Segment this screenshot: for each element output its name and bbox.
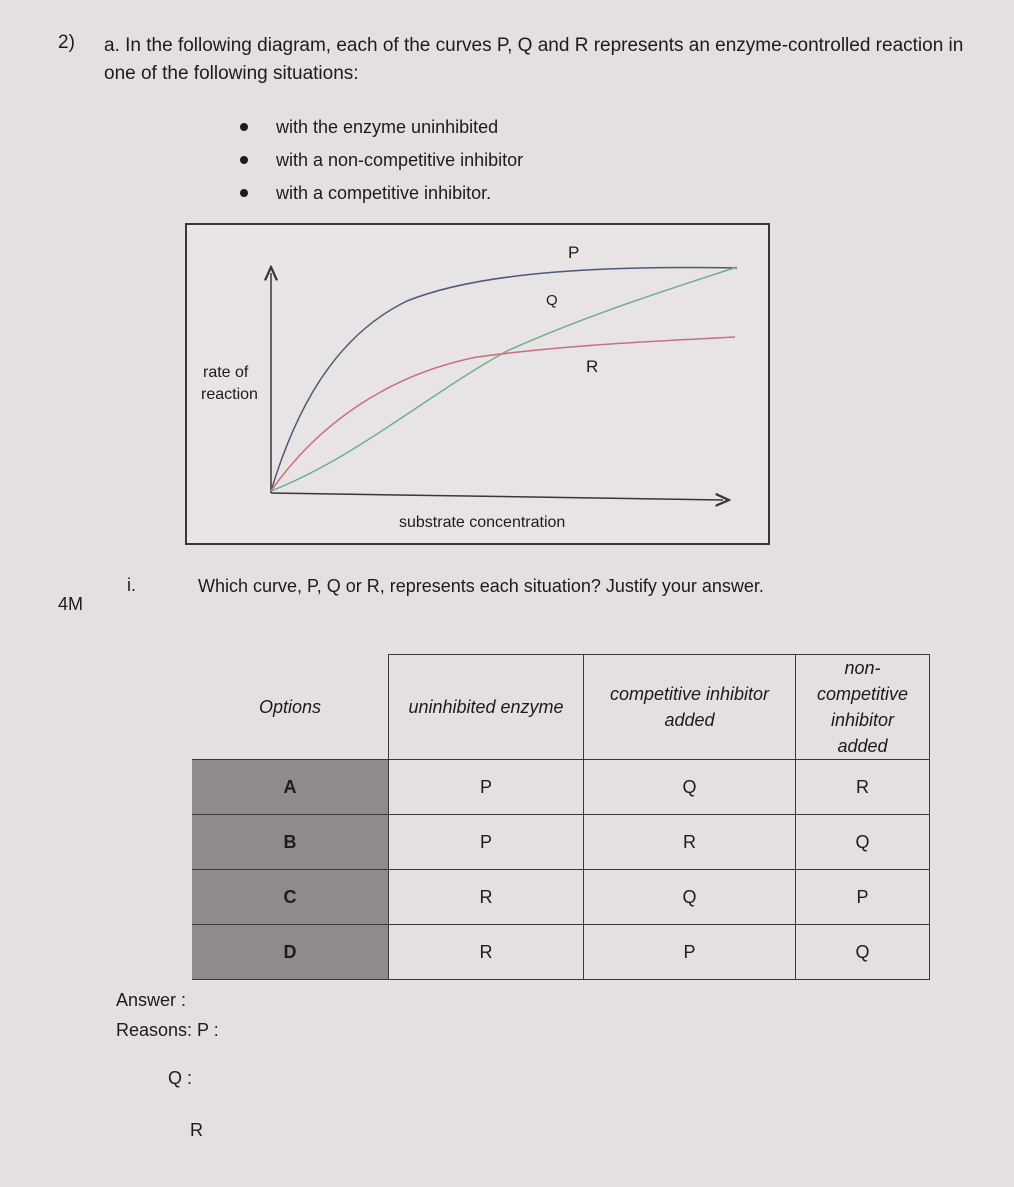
subquestion-number: i. xyxy=(127,575,136,595)
table-row[interactable] xyxy=(192,760,930,815)
header-noncompetitive: non-competitive inhibitor added xyxy=(796,655,930,760)
option-letter[interactable]: C xyxy=(192,870,389,925)
table-cell: Q xyxy=(796,925,930,980)
marks-label: 4M xyxy=(58,594,84,614)
y-axis-label: rate of xyxy=(203,364,249,381)
graph-canvas xyxy=(187,225,772,547)
table-cell: R xyxy=(389,870,584,925)
curve-p xyxy=(271,268,737,491)
table-cell: R xyxy=(389,925,584,980)
question-number: 2) xyxy=(58,32,75,53)
option-letter[interactable]: B xyxy=(192,815,389,870)
reason-q-label: Q : xyxy=(168,1068,193,1088)
table-cell: Q xyxy=(584,870,796,925)
situation-item: with a non-competitive inhibitor xyxy=(240,145,523,178)
y-axis-label-2: reaction xyxy=(201,386,258,403)
table-cell: Q xyxy=(796,815,930,870)
table-row[interactable] xyxy=(192,870,930,925)
options-table xyxy=(192,654,930,980)
option-letter[interactable]: A xyxy=(192,760,389,815)
table-cell: P xyxy=(796,870,930,925)
curve-label-p: P xyxy=(568,243,580,262)
header-options: Options xyxy=(192,655,389,760)
situation-list xyxy=(240,112,523,211)
table-row[interactable] xyxy=(192,925,930,980)
subquestion-text: Which curve, P, Q or R, represents each situation? Justify your answer. xyxy=(198,576,764,596)
header-uninhibited: uninhibited enzyme xyxy=(389,655,584,760)
reasons-label: Reasons: P : xyxy=(116,1020,219,1040)
situation-item: with a competitive inhibitor. xyxy=(240,178,523,211)
answer-label: Answer : xyxy=(116,990,187,1010)
table-cell: P xyxy=(584,925,796,980)
curve-r xyxy=(271,337,735,491)
table-cell: R xyxy=(584,815,796,870)
table-cell: P xyxy=(389,760,584,815)
curve-label-q: Q xyxy=(546,292,558,309)
x-axis-label: substrate concentration xyxy=(399,514,566,531)
rate-graph xyxy=(185,223,770,545)
table-cell: P xyxy=(389,815,584,870)
header-competitive: competitive inhibitor added xyxy=(584,655,796,760)
situation-item: with the enzyme uninhibited xyxy=(240,112,523,145)
table-header-row xyxy=(192,655,930,760)
reason-r-label: R xyxy=(190,1120,203,1140)
option-letter[interactable]: D xyxy=(192,925,389,980)
question-intro: a. In the following diagram, each of the curves P, Q and R represents an enzyme-controlled reaction in one of the following situations: xyxy=(104,35,964,84)
table-cell: R xyxy=(796,760,930,815)
curve-q xyxy=(271,267,737,491)
table-cell: Q xyxy=(584,760,796,815)
x-axis xyxy=(271,493,723,500)
table-row[interactable] xyxy=(192,815,930,870)
curve-label-r: R xyxy=(586,357,599,376)
